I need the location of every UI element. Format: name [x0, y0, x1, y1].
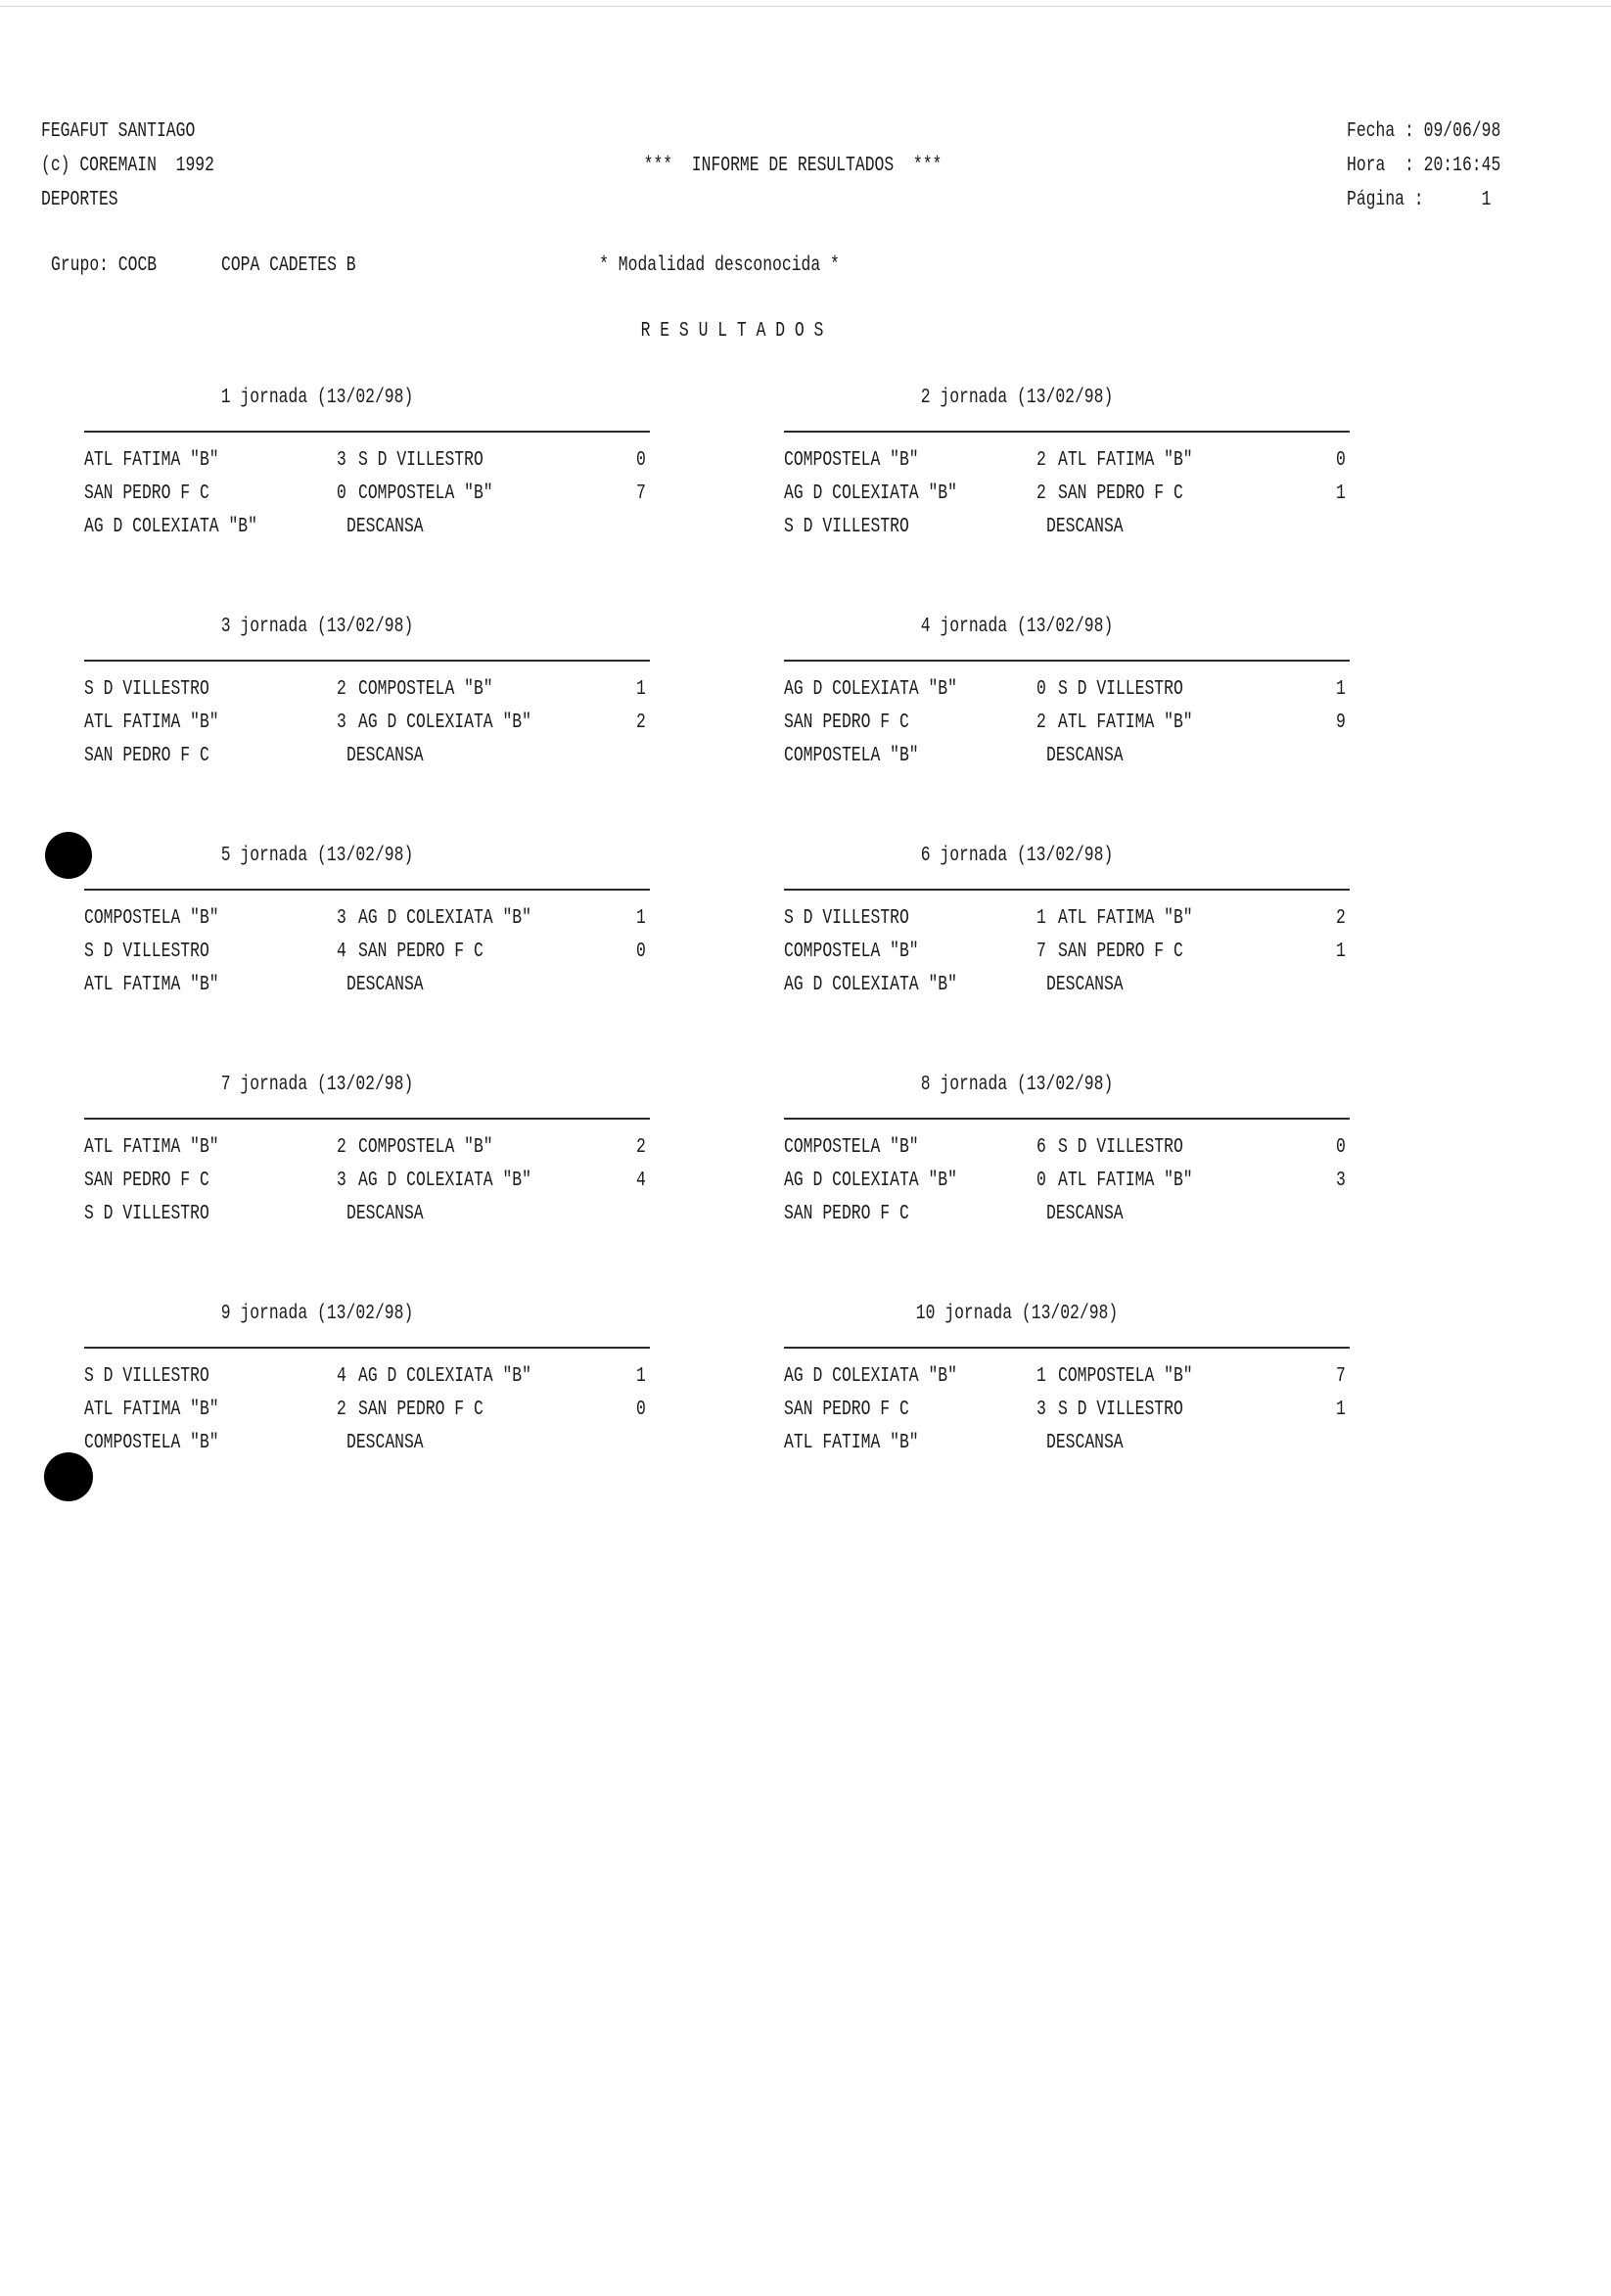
rest-row — [784, 742, 1352, 771]
home-score: 0 — [337, 482, 346, 505]
jornada-block — [784, 842, 1352, 1037]
home-team: ATL FATIMA "B" — [84, 449, 219, 472]
jornada-divider — [84, 660, 650, 662]
rest-row — [784, 513, 1352, 542]
jornada-divider — [784, 660, 1350, 662]
away-team: ATL FATIMA "B" — [1058, 907, 1193, 930]
home-team: COMPOSTELA "B" — [84, 907, 219, 930]
away-team: COMPOSTELA "B" — [358, 1136, 493, 1159]
match-row — [84, 1362, 652, 1392]
resting-team: COMPOSTELA "B" — [784, 745, 919, 767]
away-score: 2 — [1336, 907, 1346, 930]
jornada-block — [84, 384, 652, 579]
jornada-divider — [84, 889, 650, 891]
away-score: 1 — [1336, 1399, 1346, 1421]
home-team: AG D COLEXIATA "B" — [784, 1170, 957, 1192]
punch-hole-mark — [44, 1452, 93, 1501]
match-row — [784, 938, 1352, 967]
match-row — [84, 480, 652, 509]
jornada-block — [84, 1071, 652, 1266]
home-team: COMPOSTELA "B" — [784, 941, 919, 963]
rest-row — [84, 1200, 652, 1229]
away-team: SAN PEDRO F C — [358, 1399, 483, 1421]
home-team: SAN PEDRO F C — [784, 1399, 909, 1421]
jornada-divider — [784, 889, 1350, 891]
rest-label: DESCANSA — [346, 745, 424, 767]
rest-row — [84, 513, 652, 542]
home-team: ATL FATIMA "B" — [84, 1399, 219, 1421]
resting-team: SAN PEDRO F C — [784, 1203, 909, 1225]
home-team: SAN PEDRO F C — [84, 1170, 209, 1192]
away-score: 4 — [636, 1170, 646, 1192]
rest-label: DESCANSA — [1046, 974, 1124, 996]
home-score: 2 — [1036, 712, 1046, 734]
resting-team: AG D COLEXIATA "B" — [84, 516, 257, 538]
away-score: 2 — [636, 712, 646, 734]
modality-note: * Modalidad desconocida * — [599, 254, 840, 277]
home-score: 4 — [337, 1365, 346, 1388]
rest-label: DESCANSA — [1046, 745, 1124, 767]
jornada-block — [784, 613, 1352, 808]
home-score: 2 — [1036, 482, 1046, 505]
rest-label: DESCANSA — [346, 1203, 424, 1225]
home-team: AG D COLEXIATA "B" — [784, 678, 957, 701]
away-team: SAN PEDRO F C — [1058, 941, 1183, 963]
home-score: 3 — [337, 449, 346, 472]
away-score: 1 — [1336, 941, 1346, 963]
home-team: AG D COLEXIATA "B" — [784, 482, 957, 505]
away-score: 7 — [636, 482, 646, 505]
department-name: DEPORTES — [41, 189, 118, 211]
jornada-block — [784, 384, 1352, 579]
scan-edge-line — [0, 6, 1611, 7]
home-team: S D VILLESTRO — [84, 1365, 209, 1388]
away-team: S D VILLESTRO — [1058, 678, 1183, 701]
jornada-title: 10 jornada (13/02/98) — [915, 1303, 1119, 1325]
away-team: SAN PEDRO F C — [1058, 482, 1183, 505]
away-score: 0 — [636, 449, 646, 472]
jornada-divider — [784, 431, 1350, 433]
match-row — [784, 446, 1352, 476]
rest-row — [84, 742, 652, 771]
jornada-title: 2 jornada (13/02/98) — [920, 387, 1114, 409]
rest-label: DESCANSA — [1046, 516, 1124, 538]
report-date: Fecha : 09/06/98 — [1347, 120, 1501, 143]
away-score: 1 — [636, 907, 646, 930]
rest-label: DESCANSA — [1046, 1432, 1124, 1454]
resting-team: AG D COLEXIATA "B" — [784, 974, 957, 996]
away-team: ATL FATIMA "B" — [1058, 449, 1193, 472]
home-team: S D VILLESTRO — [784, 907, 909, 930]
jornada-divider — [84, 1347, 650, 1349]
match-row — [84, 904, 652, 934]
match-row — [84, 709, 652, 738]
jornada-block — [784, 1071, 1352, 1266]
home-team: S D VILLESTRO — [84, 941, 209, 963]
away-score: 9 — [1336, 712, 1346, 734]
away-team: S D VILLESTRO — [1058, 1136, 1183, 1159]
jornada-divider — [84, 1118, 650, 1120]
away-team: COMPOSTELA "B" — [358, 678, 493, 701]
resting-team: SAN PEDRO F C — [84, 745, 209, 767]
copyright-line: (c) COREMAIN 1992 — [41, 155, 214, 177]
match-row — [84, 1396, 652, 1425]
away-score: 0 — [636, 941, 646, 963]
match-row — [784, 1396, 1352, 1425]
home-score: 4 — [337, 941, 346, 963]
jornada-title: 5 jornada (13/02/98) — [220, 845, 414, 867]
jornada-title: 4 jornada (13/02/98) — [920, 616, 1114, 638]
home-score: 2 — [1036, 449, 1046, 472]
match-row — [784, 675, 1352, 705]
home-score: 0 — [1036, 1170, 1046, 1192]
away-score: 2 — [636, 1136, 646, 1159]
match-row — [84, 1167, 652, 1196]
home-score: 3 — [337, 712, 346, 734]
away-team: S D VILLESTRO — [1058, 1399, 1183, 1421]
away-score: 0 — [1336, 449, 1346, 472]
page-number: Página : 1 — [1347, 189, 1492, 211]
match-row — [784, 709, 1352, 738]
punch-hole-mark — [45, 832, 92, 879]
home-score: 6 — [1036, 1136, 1046, 1159]
away-team: ATL FATIMA "B" — [1058, 712, 1193, 734]
resting-team: S D VILLESTRO — [84, 1203, 209, 1225]
rest-row — [84, 1429, 652, 1458]
match-row — [784, 1362, 1352, 1392]
jornada-title: 3 jornada (13/02/98) — [220, 616, 414, 638]
rest-label: DESCANSA — [346, 974, 424, 996]
home-team: AG D COLEXIATA "B" — [784, 1365, 957, 1388]
section-title: R E S U L T A D O S — [640, 320, 824, 343]
away-score: 3 — [1336, 1170, 1346, 1192]
home-score: 1 — [1036, 1365, 1046, 1388]
jornada-block — [84, 613, 652, 808]
home-team: ATL FATIMA "B" — [84, 712, 219, 734]
jornada-title: 9 jornada (13/02/98) — [220, 1303, 414, 1325]
report-title: *** INFORME DE RESULTADOS *** — [643, 155, 943, 177]
rest-row — [784, 1200, 1352, 1229]
home-score: 0 — [1036, 678, 1046, 701]
rest-label: DESCANSA — [346, 516, 424, 538]
rest-row — [784, 971, 1352, 1000]
home-team: S D VILLESTRO — [84, 678, 209, 701]
match-row — [84, 938, 652, 967]
home-score: 7 — [1036, 941, 1046, 963]
match-row — [784, 1133, 1352, 1163]
rest-row — [784, 1429, 1352, 1458]
home-score: 3 — [337, 907, 346, 930]
away-team: ATL FATIMA "B" — [1058, 1170, 1193, 1192]
match-row — [84, 1133, 652, 1163]
home-team: COMPOSTELA "B" — [784, 1136, 919, 1159]
home-score: 2 — [337, 678, 346, 701]
jornada-title: 8 jornada (13/02/98) — [920, 1074, 1114, 1096]
match-row — [84, 675, 652, 705]
home-team: SAN PEDRO F C — [784, 712, 909, 734]
away-score: 0 — [636, 1399, 646, 1421]
rest-row — [84, 971, 652, 1000]
away-team: COMPOSTELA "B" — [1058, 1365, 1193, 1388]
jornada-block — [84, 1300, 652, 1495]
home-team: ATL FATIMA "B" — [84, 1136, 219, 1159]
jornada-divider — [84, 431, 650, 433]
match-row — [784, 480, 1352, 509]
group-code: Grupo: COCB — [51, 254, 158, 277]
jornada-title: 7 jornada (13/02/98) — [220, 1074, 414, 1096]
report-time: Hora : 20:16:45 — [1347, 155, 1501, 177]
away-team: AG D COLEXIATA "B" — [358, 1365, 531, 1388]
away-score: 1 — [636, 1365, 646, 1388]
home-team: COMPOSTELA "B" — [784, 449, 919, 472]
resting-team: ATL FATIMA "B" — [784, 1432, 919, 1454]
jornada-title: 1 jornada (13/02/98) — [220, 387, 414, 409]
away-score: 0 — [1336, 1136, 1346, 1159]
away-team: COMPOSTELA "B" — [358, 482, 493, 505]
away-score: 7 — [1336, 1365, 1346, 1388]
away-team: AG D COLEXIATA "B" — [358, 1170, 531, 1192]
away-team: SAN PEDRO F C — [358, 941, 483, 963]
jornada-block — [784, 1300, 1352, 1495]
away-score: 1 — [1336, 482, 1346, 505]
jornada-block — [84, 842, 652, 1037]
home-score: 3 — [1036, 1399, 1046, 1421]
home-score: 2 — [337, 1136, 346, 1159]
away-team: AG D COLEXIATA "B" — [358, 712, 531, 734]
competition-name: COPA CADETES B — [221, 254, 356, 277]
org-name: FEGAFUT SANTIAGO — [41, 120, 196, 143]
away-score: 1 — [636, 678, 646, 701]
home-team: SAN PEDRO F C — [84, 482, 209, 505]
away-team: AG D COLEXIATA "B" — [358, 907, 531, 930]
match-row — [784, 904, 1352, 934]
rest-label: DESCANSA — [346, 1432, 424, 1454]
resting-team: COMPOSTELA "B" — [84, 1432, 219, 1454]
rest-label: DESCANSA — [1046, 1203, 1124, 1225]
jornada-divider — [784, 1347, 1350, 1349]
jornada-title: 6 jornada (13/02/98) — [920, 845, 1114, 867]
resting-team: S D VILLESTRO — [784, 516, 909, 538]
match-row — [84, 446, 652, 476]
resting-team: ATL FATIMA "B" — [84, 974, 219, 996]
home-score: 1 — [1036, 907, 1046, 930]
away-team: S D VILLESTRO — [358, 449, 483, 472]
home-score: 3 — [337, 1170, 346, 1192]
home-score: 2 — [337, 1399, 346, 1421]
match-row — [784, 1167, 1352, 1196]
away-score: 1 — [1336, 678, 1346, 701]
jornada-divider — [784, 1118, 1350, 1120]
